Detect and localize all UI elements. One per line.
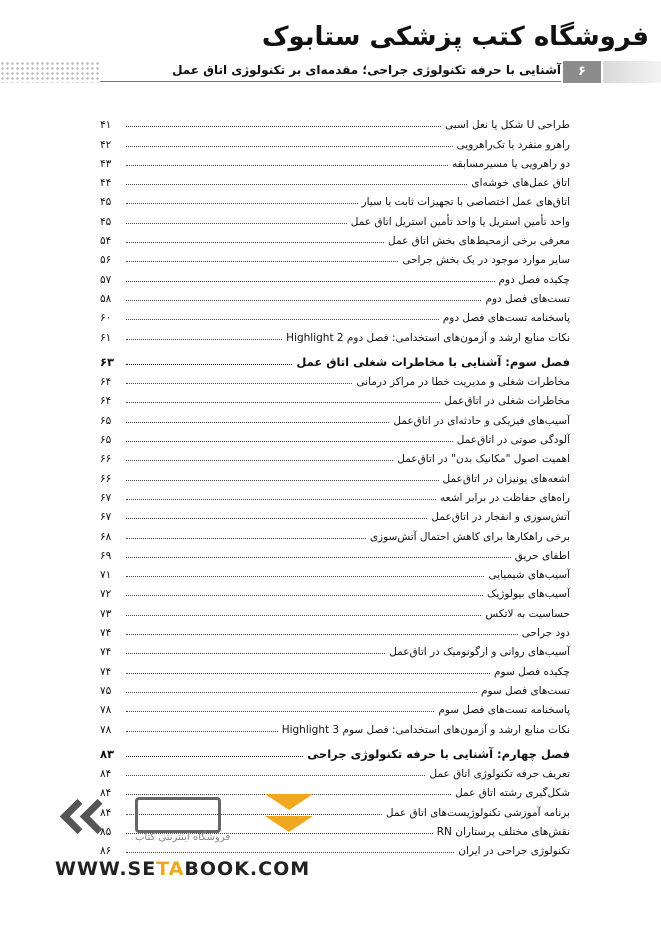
toc-page-number: ۶۴	[100, 395, 112, 408]
toc-leader-dots	[126, 576, 484, 577]
toc-leader-dots	[126, 319, 439, 320]
toc-row[interactable]	[100, 266, 570, 285]
toc-row[interactable]	[100, 247, 570, 266]
toc-page-number: ۶۴	[100, 376, 112, 389]
book-icon	[265, 794, 313, 810]
toc-leader-dots	[126, 673, 490, 674]
logo-wordmark-shape	[135, 797, 221, 833]
toc-page-number: ۶۵	[100, 414, 112, 427]
toc-leader-dots	[126, 692, 477, 693]
toc-leader-dots	[126, 441, 453, 442]
toc-row[interactable]	[100, 620, 570, 639]
toc-page-number: ۶۱	[100, 331, 112, 344]
toc-entry-title: اطفای حریق	[514, 549, 570, 562]
toc-row[interactable]	[100, 581, 570, 600]
toc-entry-title: اتاق عمل‌های خوشه‌ای	[471, 177, 570, 190]
toc-page-number: ۴۴	[100, 177, 112, 190]
toc-row[interactable]	[100, 639, 570, 658]
toc-row[interactable]	[100, 485, 570, 504]
toc-page-number: ۵۸	[100, 292, 112, 305]
toc-entry-title: راه‌های حفاظت در برابر اشعه	[440, 491, 570, 504]
toc-leader-dots	[126, 615, 481, 616]
page-number: ۶	[563, 61, 601, 83]
toc-chapter-row[interactable]	[100, 742, 570, 761]
toc-entry-title: پاسخنامه تست‌های فصل دوم	[442, 312, 570, 325]
toc-row[interactable]	[100, 369, 570, 388]
toc-chapter-row[interactable]	[100, 350, 570, 369]
toc-page-number: ۶۸	[100, 530, 112, 543]
toc-page-number: ۴۳	[100, 157, 112, 170]
toc-entry-title: فصل چهارم: آشنایی با حرفه تکنولوژی جراحی	[307, 746, 570, 761]
toc-leader-dots	[126, 756, 303, 757]
toc-entry-title: نقش‌های مختلف پرستاران RN	[436, 825, 570, 838]
toc-leader-dots	[126, 184, 467, 185]
toc-page-number: ۷۱	[100, 569, 112, 582]
toc-entry-title: پاسخنامه تست‌های فصل سوم	[438, 704, 570, 717]
toc-page-number: ۶۶	[100, 472, 112, 485]
toc-page-number: ۸۳	[100, 746, 115, 761]
toc-entry-title: اهمیت اصول "مکانیک بدن" در اتاق‌عمل	[397, 453, 570, 466]
toc-leader-dots	[126, 480, 439, 481]
toc-leader-dots	[126, 634, 518, 635]
toc-page-number: ۶۷	[100, 491, 112, 504]
toc-leader-dots	[126, 731, 278, 732]
toc-row[interactable]	[100, 189, 570, 208]
toc-leader-dots	[126, 595, 483, 596]
page-header-title: فروشگاه کتب پزشکی ستابوک	[261, 22, 649, 52]
setabook-logo	[55, 792, 300, 852]
toc-leader-dots	[126, 383, 352, 384]
toc-row[interactable]	[100, 324, 570, 343]
toc-row[interactable]	[100, 131, 570, 150]
toc-entry-title: تکنولوژی جراحی در ایران	[458, 845, 570, 858]
toc-page-number: ۷۲	[100, 588, 112, 601]
toc-entry-title: مخاطرات شغلی و مدیریت خطا در مراکز درمانی	[356, 376, 570, 389]
toc-entry-title: دو راهرویی یا مسیرمسابقه	[452, 157, 570, 170]
toc-row[interactable]	[100, 543, 570, 562]
toc-row[interactable]	[100, 562, 570, 581]
toc-row[interactable]	[100, 407, 570, 426]
website-suffix: BOOK.COM	[184, 858, 311, 880]
toc-leader-dots	[126, 402, 440, 403]
toc-leader-dots	[126, 653, 385, 654]
toc-row[interactable]	[100, 465, 570, 484]
toc-leader-dots	[126, 711, 434, 712]
toc-entry-title: مخاطرات شغلی در اتاق‌عمل	[444, 395, 570, 408]
toc-page-number: ۷۸	[100, 704, 112, 717]
toc-page-number: ۴۵	[100, 215, 112, 228]
toc-page-number: ۴۱	[100, 119, 112, 132]
toc-page-number: ۶۷	[100, 511, 112, 524]
toc-page-number: ۷۸	[100, 723, 112, 736]
toc-leader-dots	[126, 203, 358, 204]
book-icon	[265, 816, 313, 832]
toc-entry-title: چکیده فصل سوم	[494, 665, 570, 678]
toc-entry-title: فصل سوم: آشنایی با مخاطرات شغلی اتاق عمل	[296, 354, 570, 369]
toc-row[interactable]	[100, 151, 570, 170]
toc-leader-dots	[126, 300, 481, 301]
toc-row[interactable]	[100, 208, 570, 227]
toc-leader-dots	[126, 223, 347, 224]
toc-row[interactable]	[100, 523, 570, 542]
toc-page-number: ۷۴	[100, 627, 112, 640]
chevron-left-icon	[80, 799, 115, 834]
toc-page-number: ۷۴	[100, 646, 112, 659]
toc-leader-dots	[126, 557, 511, 558]
toc-leader-dots	[126, 499, 436, 500]
toc-entry-title: تست‌های فصل دوم	[485, 292, 570, 305]
toc-entry-title: واحد تأمین استریل یا واحد تأمین استریل اتاق عمل	[350, 215, 570, 228]
toc-page-number: ۴۲	[100, 138, 112, 151]
toc-page-number: ۶۶	[100, 453, 112, 466]
toc-row[interactable]	[100, 427, 570, 446]
toc-page-number: ۶۳	[100, 354, 115, 369]
toc-entry-title: آسیب‌های بیولوژیک	[486, 588, 570, 601]
logo-caption: فروشگاه اینترنتی کتاب	[135, 832, 231, 843]
toc-entry-title: چکیده فصل دوم	[498, 273, 570, 286]
toc-row[interactable]	[100, 286, 570, 305]
toc-entry-title: برنامه آموزشی تکنولوژیست‌های اتاق عمل	[385, 806, 570, 819]
toc-entry-title: اتاق‌های عمل اختصاصی با تجهیزات ثابت یا سیار	[361, 196, 570, 209]
toc-row[interactable]	[100, 504, 570, 523]
header-gray-block	[603, 61, 661, 83]
toc-entry-title: نکات منابع ارشد و آزمون‌های استخدامی: فصل دوم Highlight 2	[286, 331, 570, 344]
header-dot-pattern	[0, 61, 100, 83]
website-prefix: WWW.SE	[55, 858, 157, 880]
toc-row[interactable]	[100, 697, 570, 716]
toc-row[interactable]	[100, 388, 570, 407]
table-of-contents	[100, 112, 570, 857]
toc-leader-dots	[126, 775, 425, 776]
toc-leader-dots	[126, 165, 448, 166]
toc-page-number: ۷۴	[100, 665, 112, 678]
toc-entry-title: آسیب‌های روانی و ارگونومیک در اتاق‌عمل	[389, 646, 570, 659]
toc-entry-title: معرفی برخی ازمحیط‌های بخش اتاق عمل	[388, 235, 570, 248]
toc-row[interactable]	[100, 112, 570, 131]
toc-row[interactable]	[100, 305, 570, 324]
toc-entry-title: آسیب‌های فیزیکی و حادثه‌ای در اتاق‌عمل	[393, 414, 570, 427]
toc-leader-dots	[126, 518, 427, 519]
website-url[interactable]	[55, 858, 310, 880]
toc-row[interactable]	[100, 600, 570, 619]
toc-row[interactable]	[100, 446, 570, 465]
running-header-subtitle: آشنایی با حرفه تکنولوژی جراحی؛ مقدمه‌ای بر تکنولوژی اتاق عمل	[172, 63, 561, 77]
toc-leader-dots	[126, 339, 282, 340]
toc-entry-title: حساسیت به لاتکس	[485, 607, 570, 620]
toc-entry-title: برخی راهکارها برای کاهش احتمال آتش‌سوزی	[369, 530, 570, 543]
toc-row[interactable]	[100, 716, 570, 735]
toc-page-number: ۵۴	[100, 235, 112, 248]
toc-page-number: ۴۵	[100, 196, 112, 209]
toc-page-number: ۸۵	[100, 825, 112, 838]
toc-entry-title: آلودگی صوتی در اتاق‌عمل	[456, 434, 570, 447]
toc-leader-dots	[126, 460, 393, 461]
toc-entry-title: نکات منابع ارشد و آزمون‌های استخدامی: فصل سوم Highlight 3	[281, 723, 570, 736]
toc-page-number: ۷۳	[100, 607, 112, 620]
toc-leader-dots	[126, 146, 453, 147]
toc-page-number: ۷۵	[100, 684, 112, 697]
toc-row[interactable]	[100, 761, 570, 780]
toc-entry-title: طراحی U شکل یا نعل اسبی	[445, 119, 570, 132]
toc-entry-title: تست‌های فصل سوم	[480, 684, 570, 697]
toc-row[interactable]	[100, 170, 570, 189]
toc-page-number: ۶۹	[100, 549, 112, 562]
toc-leader-dots	[126, 242, 384, 243]
toc-leader-dots	[126, 852, 454, 853]
header-divider	[100, 81, 561, 82]
toc-page-number: ۸۴	[100, 806, 112, 819]
toc-leader-dots	[126, 126, 441, 127]
toc-page-number: ۵۶	[100, 254, 112, 267]
toc-entry-title: دود جراحی	[521, 627, 570, 640]
header-bar	[0, 61, 661, 83]
toc-page-number: ۵۷	[100, 273, 112, 286]
toc-entry-title: سایر موارد موجود در یک بخش جراحی	[402, 254, 570, 267]
toc-row[interactable]	[100, 228, 570, 247]
toc-page-number: ۸۴	[100, 787, 112, 800]
toc-entry-title: آتش‌سوزی و انفجار در اتاق‌عمل	[431, 511, 570, 524]
toc-entry-title: تعریف حرفه تکنولوژی اتاق عمل	[429, 768, 570, 781]
toc-entry-title: آسیب‌های شیمیایی	[488, 569, 570, 582]
toc-row[interactable]	[100, 678, 570, 697]
website-accent: TA	[156, 858, 185, 880]
toc-row[interactable]	[100, 658, 570, 677]
toc-leader-dots	[126, 538, 366, 539]
toc-entry-title: شکل‌گیری رشته اتاق عمل	[455, 787, 570, 800]
toc-page-number: ۸۴	[100, 768, 112, 781]
toc-leader-dots	[126, 422, 389, 423]
toc-entry-title: اشعه‌های یونیزان در اتاق‌عمل	[442, 472, 570, 485]
toc-page-number: ۸۶	[100, 845, 112, 858]
toc-entry-title: راهرو منفرد یا تک‌راهرویی	[456, 138, 570, 151]
toc-page-number: ۶۵	[100, 434, 112, 447]
toc-page-number: ۶۰	[100, 312, 112, 325]
toc-leader-dots	[126, 281, 495, 282]
toc-leader-dots	[126, 261, 398, 262]
toc-leader-dots	[126, 364, 292, 365]
